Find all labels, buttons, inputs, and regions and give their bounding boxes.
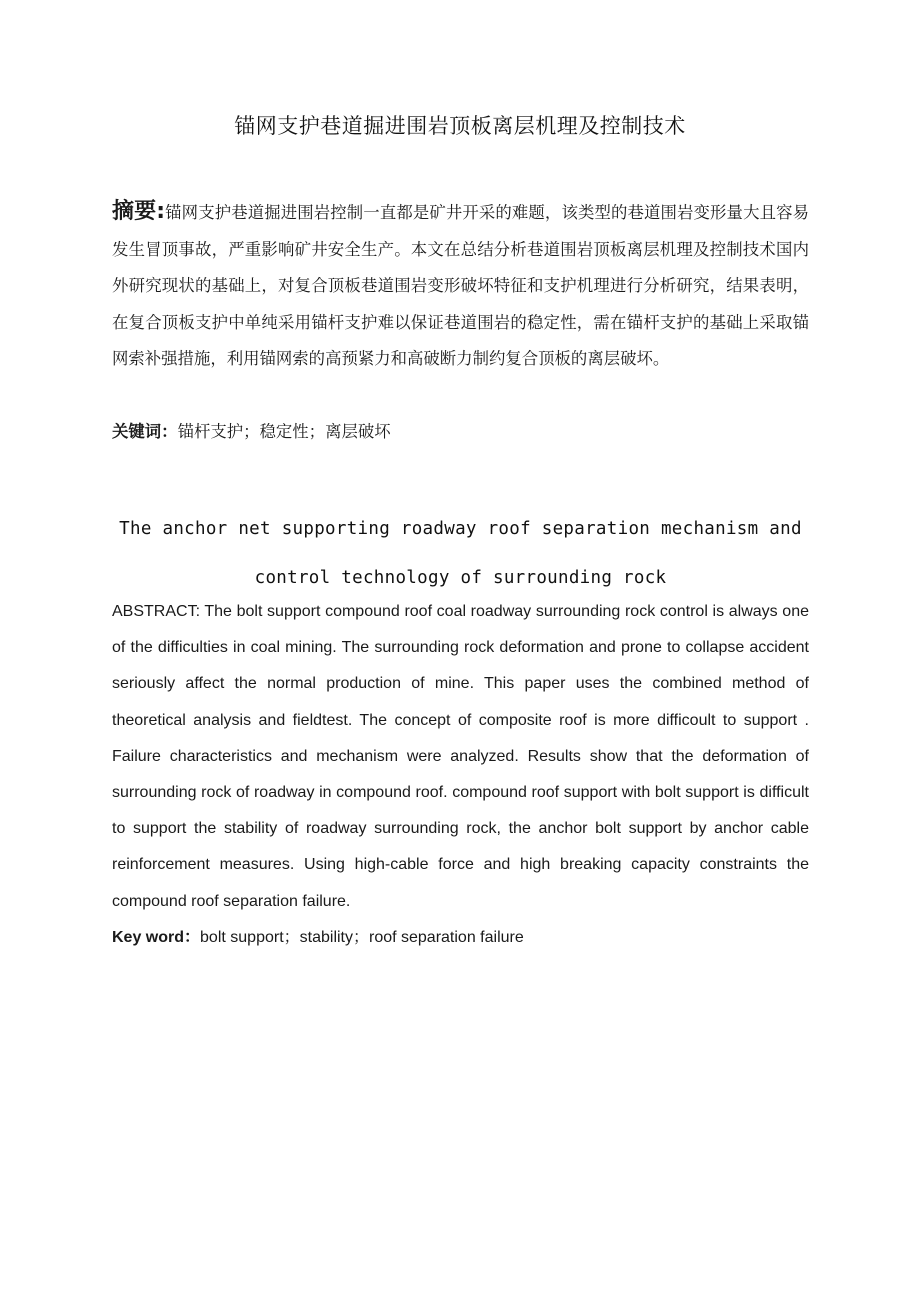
english-keywords-label: Key word： (112, 929, 201, 946)
chinese-keywords-text: 锚杆支护；稳定性；离层破坏 (177, 422, 391, 441)
english-keywords (112, 925, 809, 951)
chinese-abstract-label: 摘要: (112, 199, 166, 224)
english-abstract: ABSTRACT: The bolt support compound roof coal roadway surrounding rock control is always one of the difficulties in coal mining. The surrounding rock deformation and prone to collapse accident seriously affect the normal production of mine. This paper uses the combined method of theoretical analysis and fieldtest. The concept of composite roof is more difficoult to support . Failure characteristics and mechanism were analyzed. Results show that the deformation of surrounding rock of roadway in compound roof. compound roof support with bolt support is difficult to support the stability of roadway surrounding rock, the anchor bolt support by anchor cable reinforcement measures. Using high-cable force and high breaking capacity constraints the compound roof separation failure. (112, 603, 809, 910)
chinese-title: 锚网支护巷道掘进围岩顶板离层机理及控制技术 (234, 114, 686, 138)
chinese-abstract-text: 锚网支护巷道掘进围岩控制一直都是矿井开采的难题，该类型的巷道围岩变形量大且容易发生冒顶事故，严重影响矿井安全生产。本文在总结分析巷道围岩顶板离层机理及控制技术国内外研究现状的基础上，对复合顶板巷道围岩变形破坏特征和支护机理进行分析研究，结果表明，在复合顶板支护中单纯采用锚杆支护难以保证巷道围岩的稳定性，需在锚杆支护的基础上采取锚网索补强措施，利用锚网索的高预紧力和高破断力制约复合顶板的离层破坏。 (112, 203, 809, 368)
english-title-line-1: The anchor net supporting roadway roof separation mechanism and (119, 519, 802, 539)
chinese-keywords (112, 419, 809, 445)
english-title (112, 505, 809, 603)
chinese-keywords-label: 关键词： (112, 422, 178, 441)
english-keywords-text: bolt support；stability；roof separation failure (200, 929, 524, 946)
english-title-line-2: control technology of surrounding rock (254, 568, 667, 588)
chinese-abstract (112, 194, 809, 378)
